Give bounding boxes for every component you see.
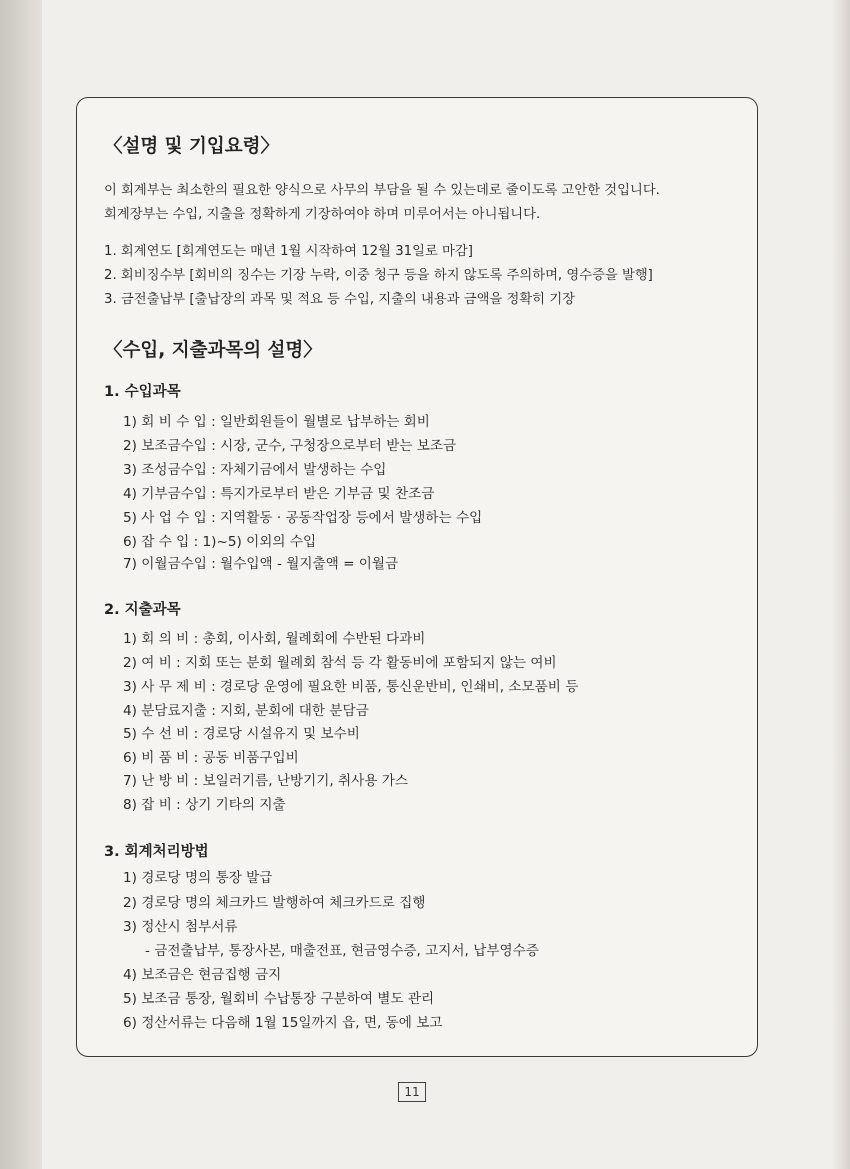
section-title-instructions: 〈설명 및 기입요령〉	[104, 136, 279, 157]
accounting-item: 6) 정산서류는 다음해 1월 15일까지 읍, 면, 동에 보고	[123, 1015, 443, 1031]
income-item: 4) 기부금수입 : 특지가로부터 받은 기부금 및 찬조금	[123, 486, 435, 502]
binding-gutter	[0, 0, 42, 1169]
accounting-item: 5) 보조금 통장, 월회비 수납통장 구분하여 별도 관리	[123, 991, 435, 1007]
intro-line-1: 이 회계부는 최소한의 필요한 양식으로 사무의 부담을 될 수 있는데로 줄이도록 고안한 것입니다.	[104, 183, 660, 198]
intro-line-2: 회계장부는 수입, 지출을 정확하게 기장하여야 하며 미루어서는 아니됩니다.	[104, 207, 541, 222]
expense-item: 6) 비 품 비 : 공동 비품구입비	[123, 750, 299, 766]
accounting-subtitle: 3. 회계처리방법	[104, 844, 209, 860]
accounting-item: 3) 정산시 첨부서류	[123, 919, 238, 935]
accounting-item-detail: - 금전출납부, 통장사본, 매출전표, 현금영수증, 고지서, 납부영수증	[145, 943, 539, 959]
section-title-accounts: 〈수입, 지출과목의 설명〉	[104, 340, 322, 361]
page-number: 11	[398, 1082, 426, 1102]
expense-subtitle: 2. 지출과목	[104, 602, 181, 618]
income-item: 1) 회 비 수 입 : 일반회원들이 월별로 납부하는 회비	[123, 414, 430, 430]
instruction-item-1: 1. 회계연도 [회계연도는 매년 1월 시작하여 12월 31일로 마감]	[104, 244, 473, 259]
expense-item: 1) 회 의 비 : 총회, 이사회, 월례회에 수반된 다과비	[123, 631, 426, 647]
income-item: 7) 이월금수입 : 월수입액 - 월지출액 = 이월금	[123, 556, 399, 572]
income-item: 6) 잡 수 입 : 1)~5) 이외의 수입	[123, 534, 317, 550]
expense-item: 8) 잡 비 : 상기 기타의 지출	[123, 797, 286, 813]
expense-item: 7) 난 방 비 : 보일러기름, 난방기기, 취사용 가스	[123, 773, 408, 789]
expense-item: 4) 분담료지출 : 지회, 분회에 대한 분담금	[123, 703, 369, 719]
income-subtitle: 1. 수입과목	[104, 384, 181, 400]
accounting-item: 2) 경로당 명의 체크카드 발행하여 체크카드로 집행	[123, 895, 426, 911]
expense-item: 3) 사 무 제 비 : 경로당 운영에 필요한 비품, 통신운반비, 인쇄비, 소모품비 등	[123, 679, 579, 695]
expense-item: 5) 수 선 비 : 경로당 시설유지 및 보수비	[123, 726, 360, 742]
expense-item: 2) 여 비 : 지회 또는 분회 월례회 참석 등 각 활동비에 포함되지 않는 여비	[123, 655, 557, 671]
income-item: 3) 조성금수입 : 자체기금에서 발생하는 수입	[123, 462, 387, 478]
income-item: 5) 사 업 수 입 : 지역활동 · 공동작업장 등에서 발생하는 수입	[123, 510, 483, 526]
accounting-item: 4) 보조금은 현금집행 금지	[123, 967, 282, 983]
instruction-item-2: 2. 회비징수부 [회비의 징수는 기장 누락, 이중 청구 등을 하지 않도록 주의하며, 영수증을 발행]	[104, 268, 653, 283]
instruction-item-3: 3. 금전출납부 [출납장의 과목 및 적요 등 수입, 지출의 내용과 금액을 정확히 기장	[104, 292, 576, 307]
page-edge	[832, 0, 850, 1169]
accounting-item: 1) 경로당 명의 통장 발급	[123, 870, 273, 886]
income-item: 2) 보조금수입 : 시장, 군수, 구청장으로부터 받는 보조금	[123, 438, 457, 454]
